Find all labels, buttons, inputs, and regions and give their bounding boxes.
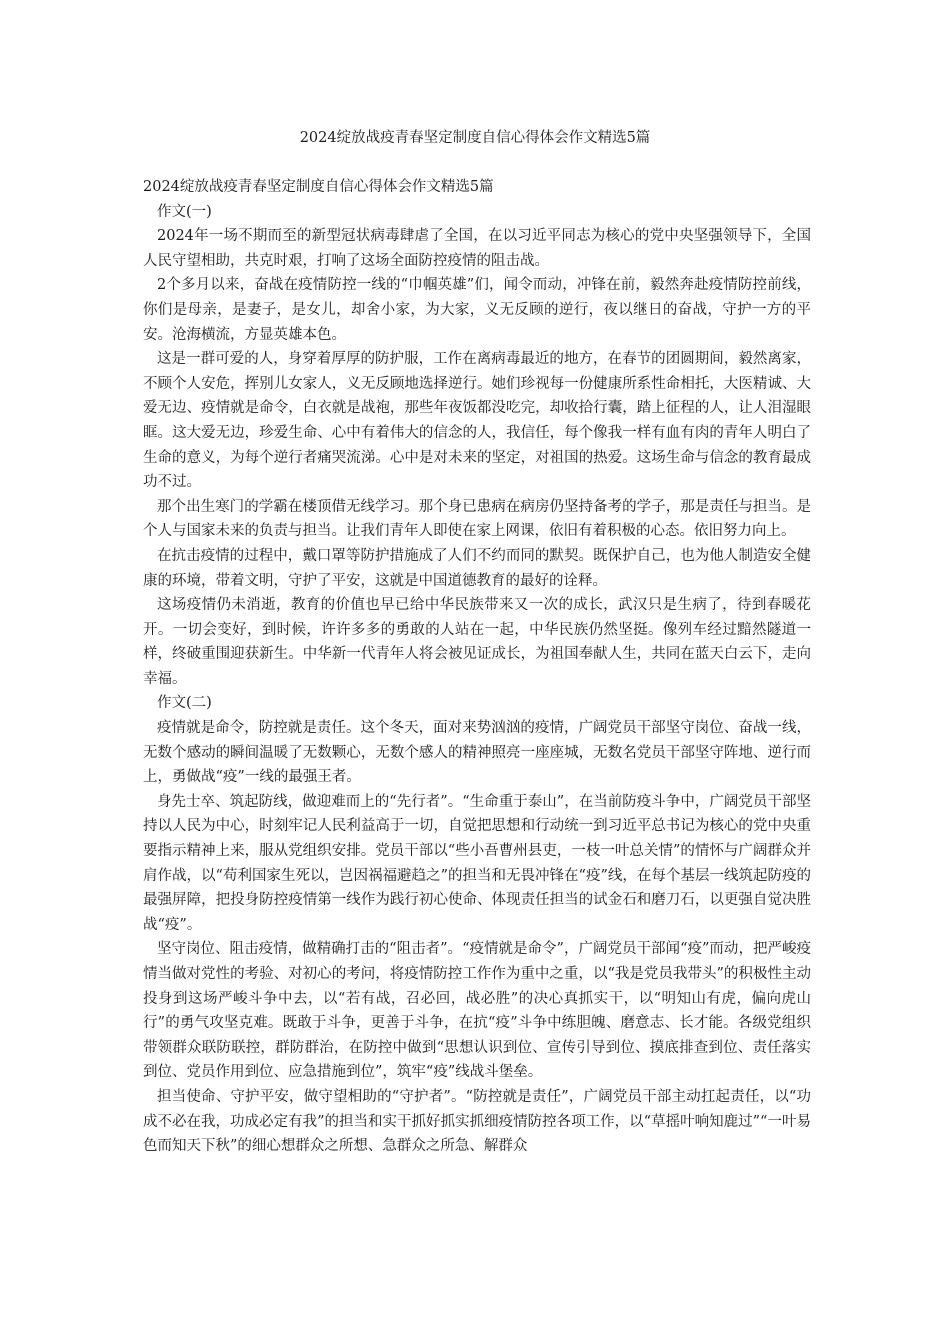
- document-body: [143, 175, 811, 1159]
- paragraph: 疫情就是命令，防控就是责任。这个冬天，面对来势汹汹的疫情，广阔党员干部坚守岗位、奋战一线，无数个感动的瞬间温暖了无数颗心，无数个感人的精神照亮一座座城，无数名党员干部坚守阵地、逆行而上，勇做战“疫”一线的最强王者。: [143, 720, 811, 786]
- paragraph: 那个出生寒门的学霸在楼顶借无线学习。那个身已患病在病房仍坚持备考的学子，那是责任与担当。是个人与国家未来的负责与担当。让我们青年人即使在家上网课，依旧有着积极的心态。依旧努力向上。: [143, 498, 811, 540]
- section-heading-1: 作文(一): [157, 203, 212, 220]
- document-title: 2024绽放战疫青春坚定制度自信心得体会作文精选5篇: [299, 130, 651, 146]
- paragraph: 这场疫情仍未消逝，教育的价值也早已给中华民族带来又一次的成长，武汉只是生病了，待到春暖花开。一切会变好，到时候，许许多多的勇敢的人站在一起，中华民族仍然坚挺。像列车经过黯然隧道一样，终破重围迎获新生。中华新一代青年人将会被见证成长，为祖国奉献人生，共同在蓝天白云下，走向幸福。: [143, 597, 811, 687]
- paragraph: 担当使命、守护平安，做守望相助的“守护者”。“防控就是责任”，广阔党员干部主动扛起责任，以“功成不必在我，功成必定有我”的担当和实干抓好抓实抓细疫情防控各项工作，以“草摇叶响知鹿过”“一叶易色而知天下秋”的细心想群众之所想、急群众之所急、解群众: [143, 1088, 811, 1155]
- paragraph: 2个多月以来，奋战在疫情防控一线的“巾帼英雄”们，闻令而动，冲锋在前，毅然奔赴疫情防控前线，你们是母亲，是妻子，是女儿，却舍小家，为大家，义无反顾的逆行，夜以继日的奋战，守护一方的平安。沧海横流，方显英雄本色。: [143, 277, 811, 343]
- paragraph: 身先士卒、筑起防线，做迎难而上的“先行者”。“生命重于泰山”，在当前防疫斗争中，广阔党员干部坚持以人民为中心，时刻牢记人民利益高于一切，自觉把思想和行动统一到习近平总书记为核心的党中央重要指示精神上来，服从党组织安排。党员干部以“些小吾曹州县吏，一枝一叶总关情”的情怀与广阔群众并肩作战，以“苟利国家生死以，岂因祸福避趋之”的担当和无畏冲锋在“疫”线，在每个基层一线筑起防疫的最强屏障，把投身防控疫情第一线作为践行初心使命、体现责任担当的试金石和磨刀石，以更强自觉决胜战“疫”。: [143, 793, 811, 933]
- document-subtitle: 2024绽放战疫青春坚定制度自信心得体会作文精选5篇: [143, 179, 494, 195]
- paragraph: 2024年一场不期而至的新型冠状病毒肆虐了全国，在以习近平同志为核心的党中央坚强领导下，全国人民守望相助，共克时艰，打响了这场全面防控疫情的阻击战。: [143, 228, 811, 269]
- paragraph: 在抗击疫情的过程中，戴口罩等防护措施成了人们不约而同的默契。既保护自己，也为他人制造安全健康的环境，带着文明，守护了平安，这就是中国道德教育的最好的诠释。: [143, 547, 811, 589]
- paragraph: 这是一群可爱的人，身穿着厚厚的防护服，工作在离病毒最近的地方，在春节的团圆期间，毅然离家，不顾个人安危，挥别儿女家人，义无反顾地选择逆行。她们珍视每一份健康所系性命相托，大医精诚、大爱无边、疫情就是命令，白衣就是战袍，那些年夜饭都没吃完，却收拾行囊，踏上征程的人，让人泪湿眼眶。这大爱无边，珍爱生命、心中有着伟大的信念的人，我信任，每个像我一样有血有肉的青年人明白了生命的意义，为每个逆行者痛哭流涕。心中是对未来的坚定，对祖国的热爱。这场生命与信念的教育最成功不过。: [143, 351, 811, 491]
- section-heading-2: 作文(二): [157, 695, 212, 712]
- paragraph: 坚守岗位、阻击疫情，做精确打击的“阻击者”。“疫情就是命令”，广阔党员干部闻“疫”而动，把严峻疫情当做对党性的考验、对初心的考问，将疫情防控工作作为重中之重，以“我是党员我带头”的积极性主动投身到这场严峻斗争中去，以“若有战，召必回，战必胜”的决心真抓实干，以“明知山有虎，偏向虎山行”的勇气攻坚克难。既敢于斗争，更善于斗争，在抗“疫”斗争中练胆魄、磨意志、长才能。各级党组织带领群众联防联控，群防群治，在防控中做到“思想认识到位、宣传引导到位、摸底排查到位、责任落实到位、党员作用到位、应急措施到位”，筑牢“疫”线战斗堡垒。: [143, 941, 811, 1081]
